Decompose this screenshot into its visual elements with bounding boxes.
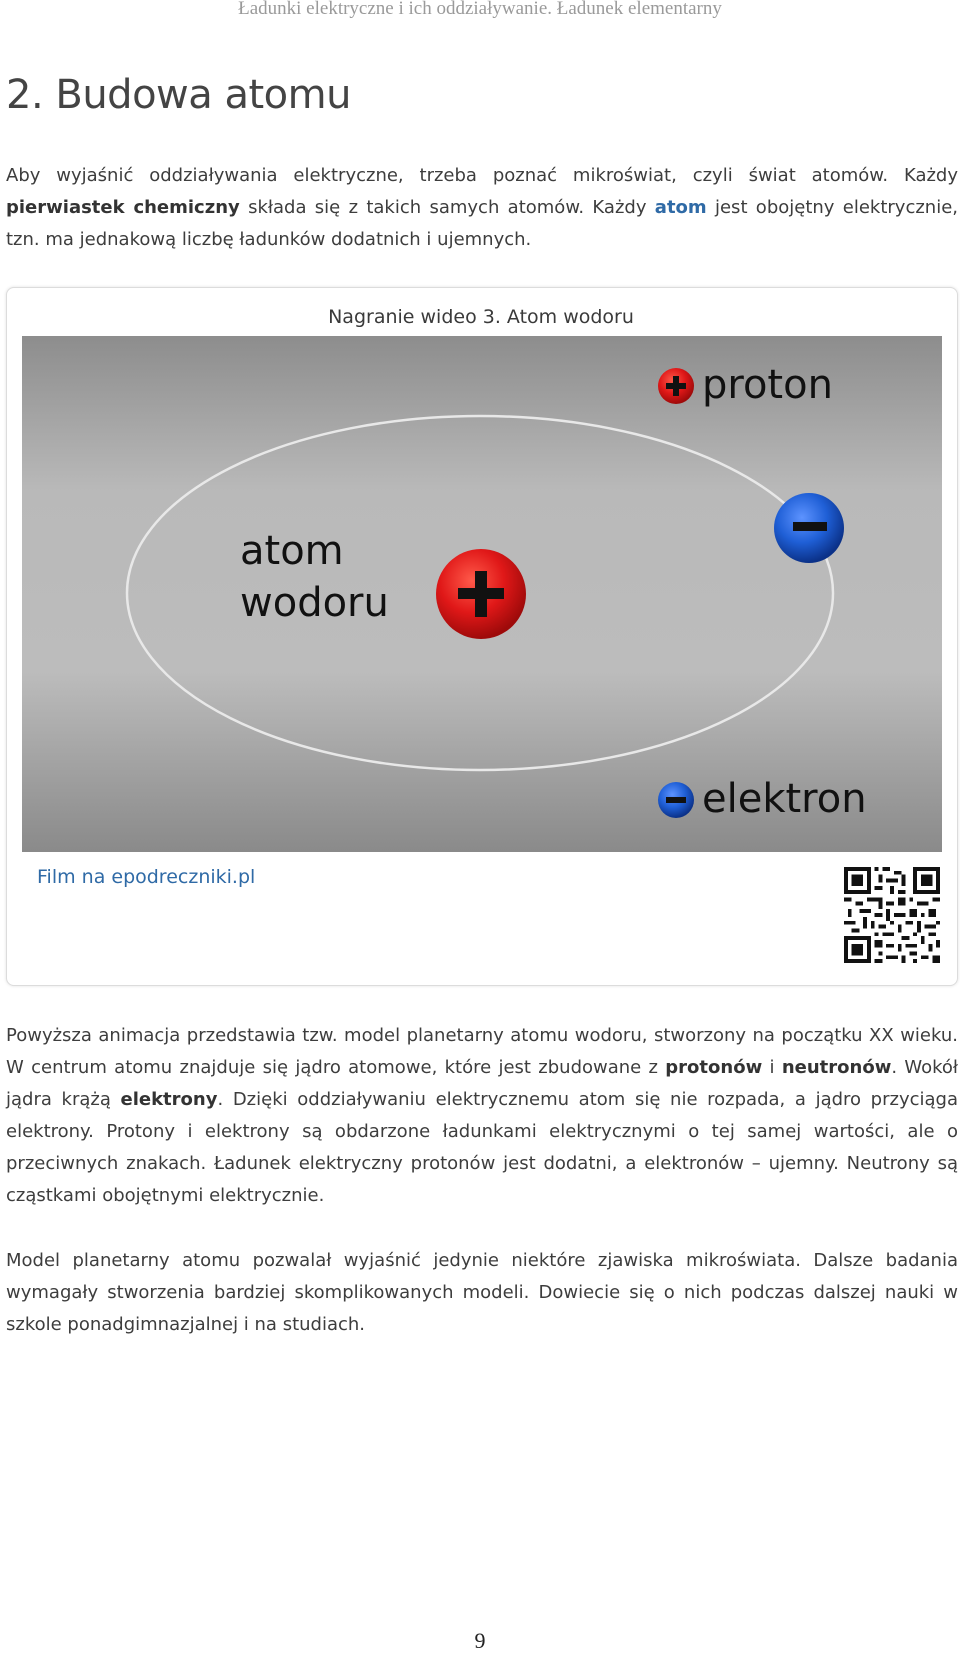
atom-label-line2: wodoru [240, 580, 389, 626]
term-chemical-element: pierwiastek chemiczny [6, 197, 240, 218]
intro-text-2: składa się z takich samych atomów. Każdy [239, 197, 655, 218]
video-player[interactable] [22, 336, 942, 852]
proton-nucleus-icon [436, 549, 526, 639]
atom-label-line1: atom [240, 528, 344, 574]
orbiting-electron-icon [774, 493, 844, 563]
p2-text-1: Powyższa animacja przedstawia tzw. model planetarny atomu wodoru, stworzony na początku XX wieku. W centrum atomu znajduje się jądro atomowe, które jest zbudowane z [6, 1025, 958, 1078]
term-protons: protonów [665, 1057, 763, 1078]
legend-proton-label: proton [702, 362, 833, 408]
body-paragraph-2: Model planetarny atomu pozwalał wyjaśnić jedynie niektóre zjawiska mikroświata. Dalsze badania wymagały stworzenia bardziej skomplikowanych modeli. Dowiecie się o nich podczas dalszej nauki w szkole ponadgimnazjalnej i na studiach. [6, 1250, 958, 1335]
video-caption: Nagranie wideo 3. Atom wodoru [328, 306, 634, 328]
body-paragraph-1 [6, 1020, 958, 1212]
qr-code-icon [844, 867, 940, 963]
film-link[interactable]: Film na epodreczniki.pl [37, 866, 256, 888]
p2-text-2: i [762, 1057, 782, 1078]
intro-text-3: jest obojętny elektrycznie, tzn. ma jednakową liczbę ładunków dodatnich i ujemnych. [6, 197, 959, 250]
page-number: 9 [474, 1628, 486, 1653]
hydrogen-atom-illustration [22, 336, 942, 852]
legend-electron-icon [658, 782, 694, 818]
running-header: Ładunki elektryczne i ich oddziaływanie. Ładunek elementarny [238, 0, 722, 19]
term-neutrons: neutronów [781, 1057, 892, 1078]
p2-text-4: . Dzięki oddziaływaniu elektrycznemu atom się nie rozpada, a jądro przyciąga elektrony. Protony i elektrony są obdarzone ładunkami elektrycznymi o tej samej wartości, ale o przeciwnych znakach. Ładunek elektryczny protonów jest dodatni, a elektronów – ujemny. Neutrony są cząstkami obojętnymi elektrycznie. [6, 1089, 958, 1206]
section-title: 2. Budowa atomu [6, 72, 351, 118]
intro-text-1: Aby wyjaśnić oddziaływania elektryczne, trzeba poznać mikroświat, czyli świat atomów. Każdy [6, 165, 958, 186]
term-electrons: elektrony [120, 1089, 218, 1110]
intro-paragraph [6, 160, 958, 256]
legend-electron-label: elektron [702, 776, 867, 822]
legend-proton-icon [658, 368, 694, 404]
term-atom-link[interactable]: atom [654, 197, 707, 218]
p2-text-3: . Wokół jądra krążą [6, 1057, 959, 1110]
